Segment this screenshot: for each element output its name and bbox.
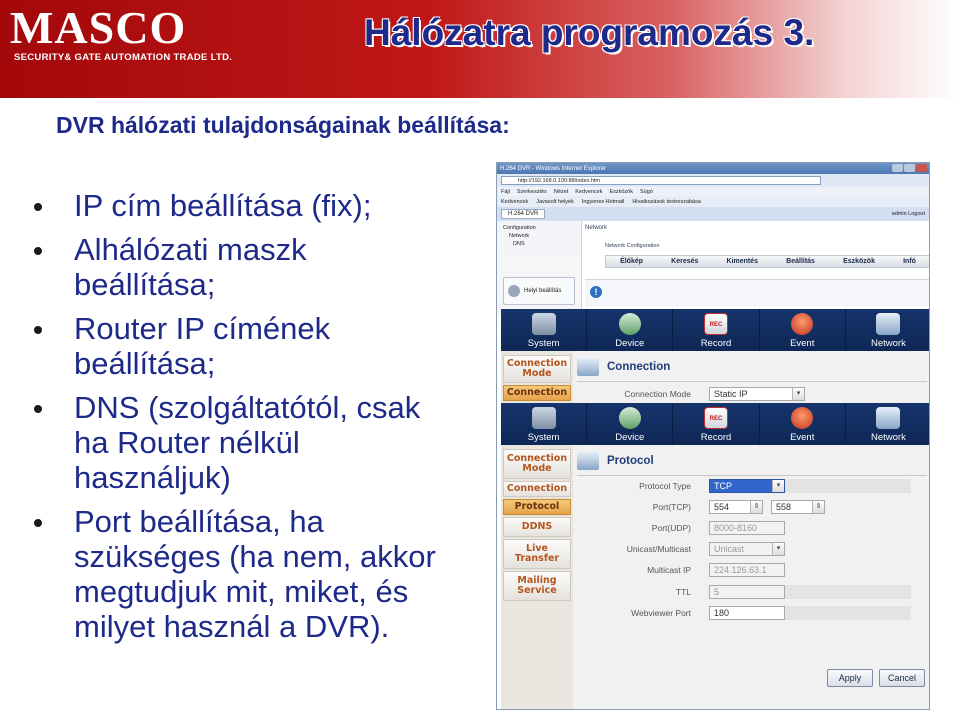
menu-network[interactable]: Network (846, 309, 930, 351)
dvr-icon-bar (501, 403, 930, 445)
stepper-icon[interactable]: ⇕ (750, 501, 762, 513)
unicast-select[interactable]: Unicast ▾ (709, 542, 785, 556)
bullet-item: Port beállítása, ha szükséges (ha nem, akkor megtudjuk mit, miket, és milyet használ a DVR). (30, 504, 450, 644)
maximize-icon[interactable] (904, 164, 915, 172)
bullet-item: IP cím beállítása (fix); (30, 188, 450, 223)
tab-info[interactable]: Infó (903, 258, 916, 265)
field-protocol-type: Protocol Type TCP ▾ (573, 479, 930, 493)
menu-record[interactable]: REC Record (673, 309, 759, 351)
browser-titlebar (497, 163, 929, 174)
tab-search[interactable]: Keresés (671, 258, 699, 265)
protocol-icon (577, 452, 599, 470)
monitor-icon (532, 313, 556, 335)
favorites-link[interactable]: Javasolt helyek (536, 198, 574, 205)
connection-icon (577, 358, 599, 376)
tab-backup[interactable]: Kimentés (726, 258, 759, 265)
menu-item-help[interactable]: Súgó (639, 188, 653, 195)
menu-bar (497, 187, 929, 196)
side-mailing-service[interactable]: Mailing Service (503, 571, 571, 601)
record-icon: REC (704, 407, 728, 429)
field-port-tcp: Port(TCP) 554 ⇕ 558 ⇕ (573, 500, 930, 514)
window-title: H.264 DVR - Windows Internet Explorer (500, 165, 607, 172)
side-menu (501, 351, 573, 403)
side-live-transfer[interactable]: Live Transfer (503, 539, 571, 569)
field-unicast-multicast: Unicast/Multicast Unicast ▾ (573, 542, 930, 556)
bullet-dot-icon (34, 203, 42, 211)
protocol-panel (573, 445, 930, 710)
connection-mode-select[interactable]: Static IP ▾ (709, 387, 805, 401)
masco-logo-subtitle: SECURITY& GATE AUTOMATION TRADE LTD. (14, 52, 233, 63)
menu-item-file[interactable]: Fájl (501, 188, 510, 195)
tab-bar (497, 207, 929, 221)
user-logout[interactable]: admin Logout (891, 211, 925, 217)
webviewer-port-input[interactable]: 180 (709, 606, 785, 620)
field-connection-mode: Connection Mode Static IP ▾ (573, 387, 930, 401)
record-icon: REC (704, 313, 728, 335)
bullet-dot-icon (34, 247, 42, 255)
menu-record[interactable]: REC Record (673, 403, 759, 445)
camera-icon (619, 407, 641, 429)
side-connection[interactable]: Connection (503, 385, 571, 401)
connection-panel (573, 351, 930, 403)
chevron-down-icon: ▾ (772, 543, 784, 555)
slide-title: Hálózatra programozás 3. (364, 12, 815, 53)
favorites-bar (497, 196, 929, 207)
config-tree (497, 221, 582, 255)
field-port-udp: Port(UDP) 8000-8160 (573, 521, 930, 535)
bullet-item: Alhálózati maszk beállítása; (30, 232, 450, 302)
section-header: Connection (577, 355, 670, 379)
menu-network[interactable]: Network (846, 403, 930, 445)
menu-device[interactable]: Device (587, 309, 673, 351)
side-connection-mode[interactable]: Connection Mode (503, 355, 571, 383)
menu-item-view[interactable]: Nézet (553, 188, 569, 195)
port-tcp-second-input[interactable]: 558 ⇕ (771, 500, 825, 514)
info-icon: ! (590, 286, 602, 298)
minimize-icon[interactable] (892, 164, 903, 172)
stepper-icon[interactable]: ⇕ (812, 501, 824, 513)
field-multicast-ip: Multicast IP 224.126.63.1 (573, 563, 930, 577)
field-ttl: TTL 5 (573, 585, 930, 599)
config-section-title: Network (585, 225, 608, 231)
info-strip (585, 279, 930, 307)
menu-system[interactable]: System (501, 403, 587, 445)
dvr-nav-tabs (605, 255, 930, 268)
bullet-dot-icon (34, 519, 42, 527)
chevron-down-icon: ▾ (772, 480, 784, 492)
alarm-icon (791, 313, 813, 335)
masco-logo: MASCO (10, 2, 187, 53)
slide-header (0, 0, 960, 98)
cancel-button[interactable]: Cancel (879, 669, 925, 687)
favorites-button[interactable]: Kedvencek (501, 198, 529, 205)
network-icon (876, 407, 900, 429)
camera-icon (619, 313, 641, 335)
local-settings-button[interactable]: Helyi beállítás (503, 277, 575, 305)
menu-item-edit[interactable]: Szerkesztés (516, 188, 547, 195)
monitor-icon (532, 407, 556, 429)
menu-device[interactable]: Device (587, 403, 673, 445)
side-menu (501, 445, 573, 710)
address-input[interactable]: http://192.168.0.100:88/index.htm (501, 176, 821, 185)
side-connection-mode[interactable]: Connection Mode (503, 449, 571, 479)
tree-item-dns[interactable]: DNS (513, 241, 525, 247)
favorites-link[interactable]: Ingyenes Hotmail (581, 198, 625, 205)
tree-item-configuration[interactable]: Configuration (503, 225, 536, 231)
bullet-dot-icon (34, 405, 42, 413)
chevron-down-icon: ▾ (792, 388, 804, 400)
protocol-type-select[interactable]: TCP ▾ (709, 479, 785, 493)
port-tcp-input[interactable]: 554 ⇕ (709, 500, 763, 514)
network-config-title: Network Configuration (605, 243, 660, 249)
ttl-input[interactable]: 5 (709, 585, 785, 599)
bullet-dot-icon (34, 326, 42, 334)
port-udp-input[interactable]: 8000-8160 (709, 521, 785, 535)
menu-item-favorites[interactable]: Kedvencek (575, 188, 603, 195)
tab-settings[interactable]: Beállítás (786, 258, 815, 265)
side-ddns[interactable]: DDNS (503, 517, 571, 537)
multicast-ip-input[interactable]: 224.126.63.1 (709, 563, 785, 577)
network-icon (876, 313, 900, 335)
bullet-list (30, 188, 450, 653)
menu-system[interactable]: System (501, 309, 587, 351)
bullet-item: DNS (szolgáltatótól, csak ha Router nélkül használjuk) (30, 390, 450, 495)
tab-tools[interactable]: Eszközök (843, 258, 875, 265)
gear-icon (508, 285, 520, 297)
side-connection[interactable]: Connection (503, 481, 571, 497)
alarm-icon (791, 407, 813, 429)
tab-live-view[interactable]: Élőkép (620, 258, 644, 265)
side-protocol[interactable]: Protocol (503, 499, 571, 515)
field-webviewer-port: Webviewer Port 180 (573, 606, 930, 620)
divider (577, 475, 927, 476)
slide-subtitle: DVR hálózati tulajdonságainak beállítása: (56, 112, 510, 138)
favorites-link[interactable]: Hivatkozások testreszabása (632, 198, 701, 205)
address-bar (497, 174, 929, 187)
apply-button[interactable]: Apply (827, 669, 873, 687)
menu-event[interactable]: Event (760, 403, 846, 445)
browser-window (496, 162, 930, 710)
close-icon[interactable] (916, 164, 927, 172)
menu-item-tools[interactable]: Eszközök (609, 188, 633, 195)
browser-tab[interactable]: H.264 DVR (501, 209, 545, 219)
tree-item-network[interactable]: Network (509, 233, 530, 239)
menu-event[interactable]: Event (760, 309, 846, 351)
divider (577, 381, 927, 382)
dvr-icon-bar (501, 309, 930, 351)
bullet-item: Router IP címének beállítása; (30, 311, 450, 381)
section-header: Protocol (577, 449, 654, 473)
